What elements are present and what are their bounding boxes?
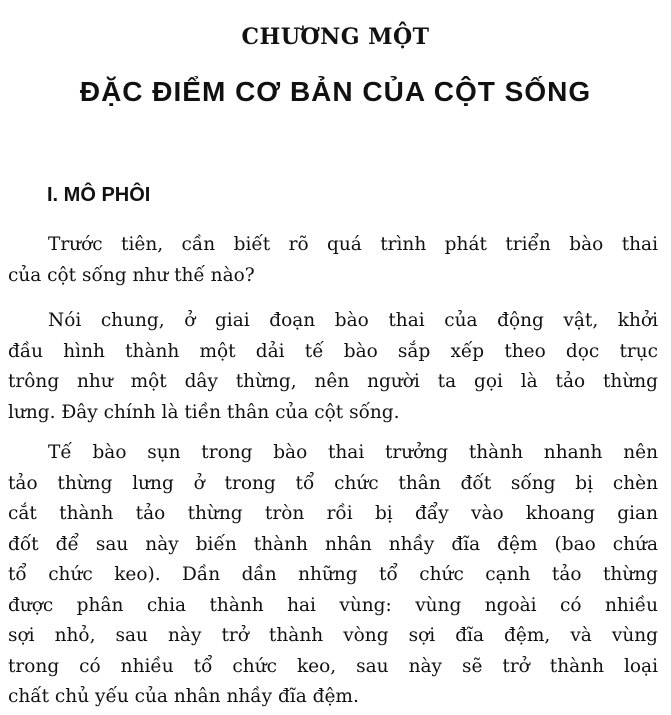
section-heading: I. MÔ PHÔI	[47, 184, 151, 206]
paragraph-2	[8, 306, 658, 428]
chapter-label: CHƯƠNG MỘT	[241, 24, 430, 50]
text-line: được phân chia thành hai vùng: vùng ngoài có nhiều	[8, 594, 658, 616]
text-line: Tế bào sụn trong bào thai trưởng thành nhanh nên	[48, 442, 658, 463]
text-line: trong có nhiều tổ chức keo, sau này sẽ trở thành loại	[8, 655, 658, 677]
text-line: sợi nhỏ, sau này trở thành vòng sợi đĩa đệm, và vùng	[8, 625, 658, 646]
paragraph-1	[8, 230, 658, 291]
text-line: trông như một dây thừng, nên người ta gọi là tảo thừng	[8, 371, 658, 392]
text-line: đầu hình thành một dải tế bào sắp xếp theo dọc trục	[8, 340, 658, 362]
text-line: chất chủ yếu của nhân nhầy đĩa đệm.	[8, 686, 359, 707]
text-line: tổ chức keo). Dần dần những tổ chức cạnh tảo thừng	[8, 564, 658, 585]
text-line: Trước tiên, cần biết rõ quá trình phát triển bào thai	[48, 234, 658, 255]
text-line: của cột sống như thế nào?	[8, 264, 255, 286]
text-line: đốt để sau này biến thành nhân nhầy đĩa đệm (bao chứa	[8, 533, 658, 555]
text-line: Nói chung, ở giai đoạn bào thai của động vật, khởi	[48, 310, 658, 331]
text-line: cắt thành tảo thừng tròn rồi bị đẩy vào khoang gian	[8, 503, 658, 524]
paragraph-3	[8, 438, 658, 713]
text-line: tảo thừng lưng ở trong tổ chức thân đốt sống bị chèn	[8, 472, 658, 494]
text-line: lưng. Đây chính là tiền thân của cột sống.	[8, 401, 400, 423]
chapter-title: ĐẶC ĐIỂM CƠ BẢN CỦA CỘT SỐNG	[79, 76, 592, 107]
